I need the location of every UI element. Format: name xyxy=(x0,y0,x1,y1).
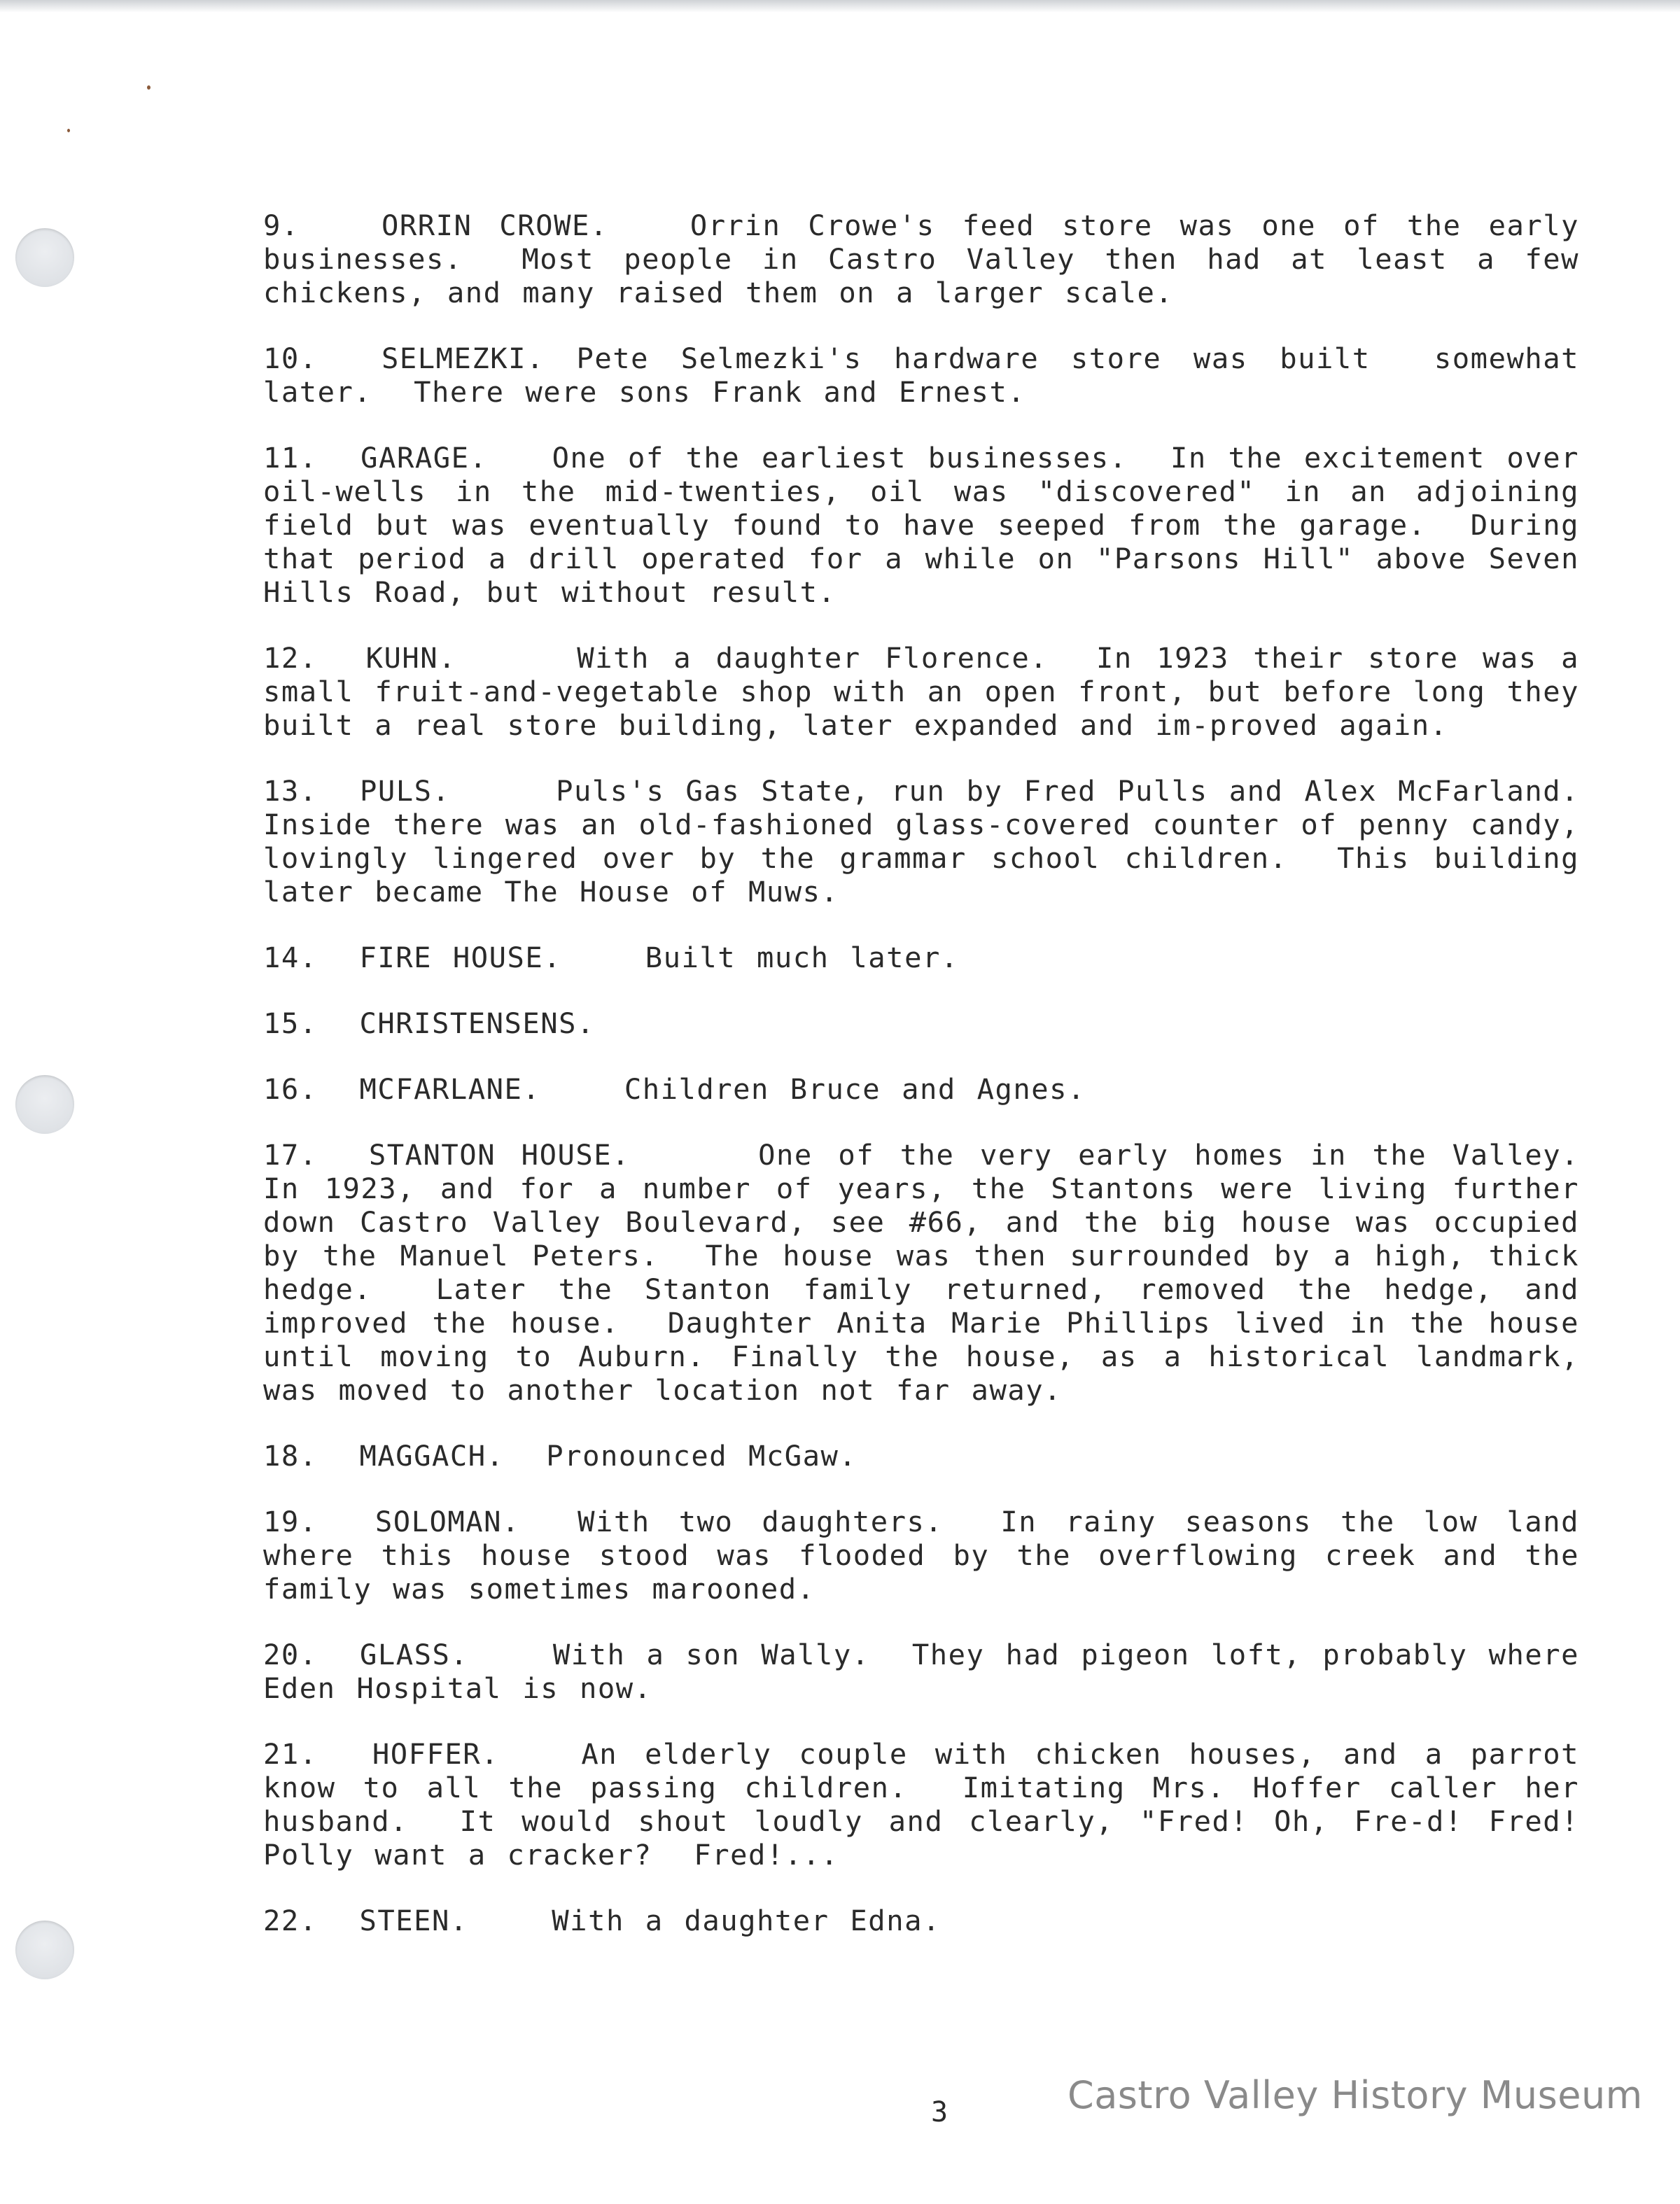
binder-hole-bottom xyxy=(15,1921,74,1979)
entry-13 xyxy=(263,774,1621,908)
entry-number: 17. xyxy=(263,1138,318,1172)
page-number: 3 xyxy=(931,2096,948,2128)
binder-hole-middle xyxy=(15,1075,74,1134)
entry-name: PULS. xyxy=(359,774,451,808)
entry-name: KUHN. xyxy=(365,641,456,675)
entry-name: STANTON HOUSE. xyxy=(368,1138,630,1172)
entry-20 xyxy=(263,1638,1600,1705)
entry-number: 13. xyxy=(263,774,318,808)
entry-text: Orrin Crowe's feed store was one of the early businesses. Most people in Castro Valley then had at least a few chickens, and many raised them on a larger scale. xyxy=(263,209,1600,309)
entry-18 xyxy=(263,1439,1579,1473)
entry-name: SELMEZKI. xyxy=(381,342,545,375)
entry-text: One of the very early homes in the Valley. In 1923, and for a number of years, the Stantons were living further down Castro Valley Boulevard, see #66, and the big house was occupied by the Manuel Peters. The house was then surrounded by a high, thick hedge. Later the Stanton family returned, removed the hedge, and improved the house. Daughter Anita Marie Phillips lived in the house until moving to Auburn. Finally the house, as a historical landmark, was moved to another location not far away. xyxy=(263,1138,1621,1407)
entry-text: With a daughter Florence. In 1923 their store was a small fruit-and-vegetable shop with an open front, but before long they built a real store building, later expanded and im-proved again. xyxy=(263,641,1600,742)
entry-name: SOLOMAN. xyxy=(374,1505,520,1538)
entry-number: 9. xyxy=(263,209,300,242)
entry-15 xyxy=(263,1006,1579,1040)
entry-text: Children Bruce and Agnes. xyxy=(624,1072,1086,1106)
entry-text: Pete Selmezki's hardware store was built somewhat later. There were sons Frank and Ernest. xyxy=(263,342,1600,409)
museum-watermark: Castro Valley History Museum xyxy=(1068,2073,1643,2117)
entry-name: FIRE HOUSE. xyxy=(359,941,562,974)
entry-10 xyxy=(263,342,1600,409)
entry-number: 19. xyxy=(263,1505,318,1538)
entry-text: With a daughter Edna. xyxy=(552,1904,941,1937)
entry-name: MAGGACH. xyxy=(359,1439,505,1473)
paper-speck xyxy=(67,129,70,132)
entry-19 xyxy=(263,1505,1600,1606)
entry-text: One of the earliest businesses. In the excitement over oil-wells in the mid-twenties, oil was "discovered" in an adjoining field but was eventually found to have seeped from the garage. During that period a drill operated for a while on "Parsons Hill" above Seven Hills Road, but without result. xyxy=(263,441,1600,609)
entry-number: 10. xyxy=(263,342,318,375)
entry-number: 21. xyxy=(263,1737,318,1771)
entry-21 xyxy=(263,1737,1621,1872)
entry-name: ORRIN CROWE. xyxy=(381,209,608,242)
entry-14 xyxy=(263,941,1579,974)
entry-number: 11. xyxy=(263,441,318,475)
binder-hole-top xyxy=(15,228,74,287)
entry-number: 18. xyxy=(263,1439,318,1473)
entry-text: Built much later. xyxy=(645,941,959,974)
entry-text: Pronounced McGaw. xyxy=(546,1439,858,1473)
entry-16 xyxy=(263,1072,1579,1106)
entry-12 xyxy=(263,641,1600,742)
entry-name: GARAGE. xyxy=(360,441,488,475)
entry-text: An elderly couple with chicken houses, and a parrot know to all the passing children. Imitating Mrs. Hoffer caller her husband. It would shout loudly and clearly, "Fred! Oh, Fre-d! Fred! Polly want a cracker? Fred!... xyxy=(263,1737,1621,1872)
entry-text: With two daughters. In rainy seasons the low land where this house stood was flooded by the overflowing creek and the family was sometimes marooned. xyxy=(263,1505,1600,1606)
scan-top-edge xyxy=(0,0,1680,13)
entry-name: CHRISTENSENS. xyxy=(359,1006,595,1040)
entry-number: 20. xyxy=(263,1638,318,1671)
entry-name: HOFFER. xyxy=(372,1737,500,1771)
entry-name: GLASS. xyxy=(359,1638,469,1671)
paper-speck xyxy=(147,85,150,90)
document-body xyxy=(263,209,1621,1970)
entry-number: 12. xyxy=(263,641,318,675)
entry-number: 22. xyxy=(263,1904,318,1937)
entry-22 xyxy=(263,1904,1579,1937)
entry-9 xyxy=(263,209,1600,309)
entry-number: 14. xyxy=(263,941,318,974)
entry-name: MCFARLANE. xyxy=(359,1072,541,1106)
entry-text: With a son Wally. They had pigeon loft, probably where Eden Hospital is now. xyxy=(263,1638,1600,1705)
entry-11 xyxy=(263,441,1600,609)
entry-name: STEEN. xyxy=(359,1904,468,1937)
entry-17 xyxy=(263,1138,1621,1407)
entry-number: 15. xyxy=(263,1006,318,1040)
entry-text: Puls's Gas State, run by Fred Pulls and Alex McFarland. Inside there was an old-fashioned glass-covered counter of penny candy, lovingly lingered over by the grammar school children. This building later became The House of Muws. xyxy=(263,774,1621,908)
entry-number: 16. xyxy=(263,1072,318,1106)
